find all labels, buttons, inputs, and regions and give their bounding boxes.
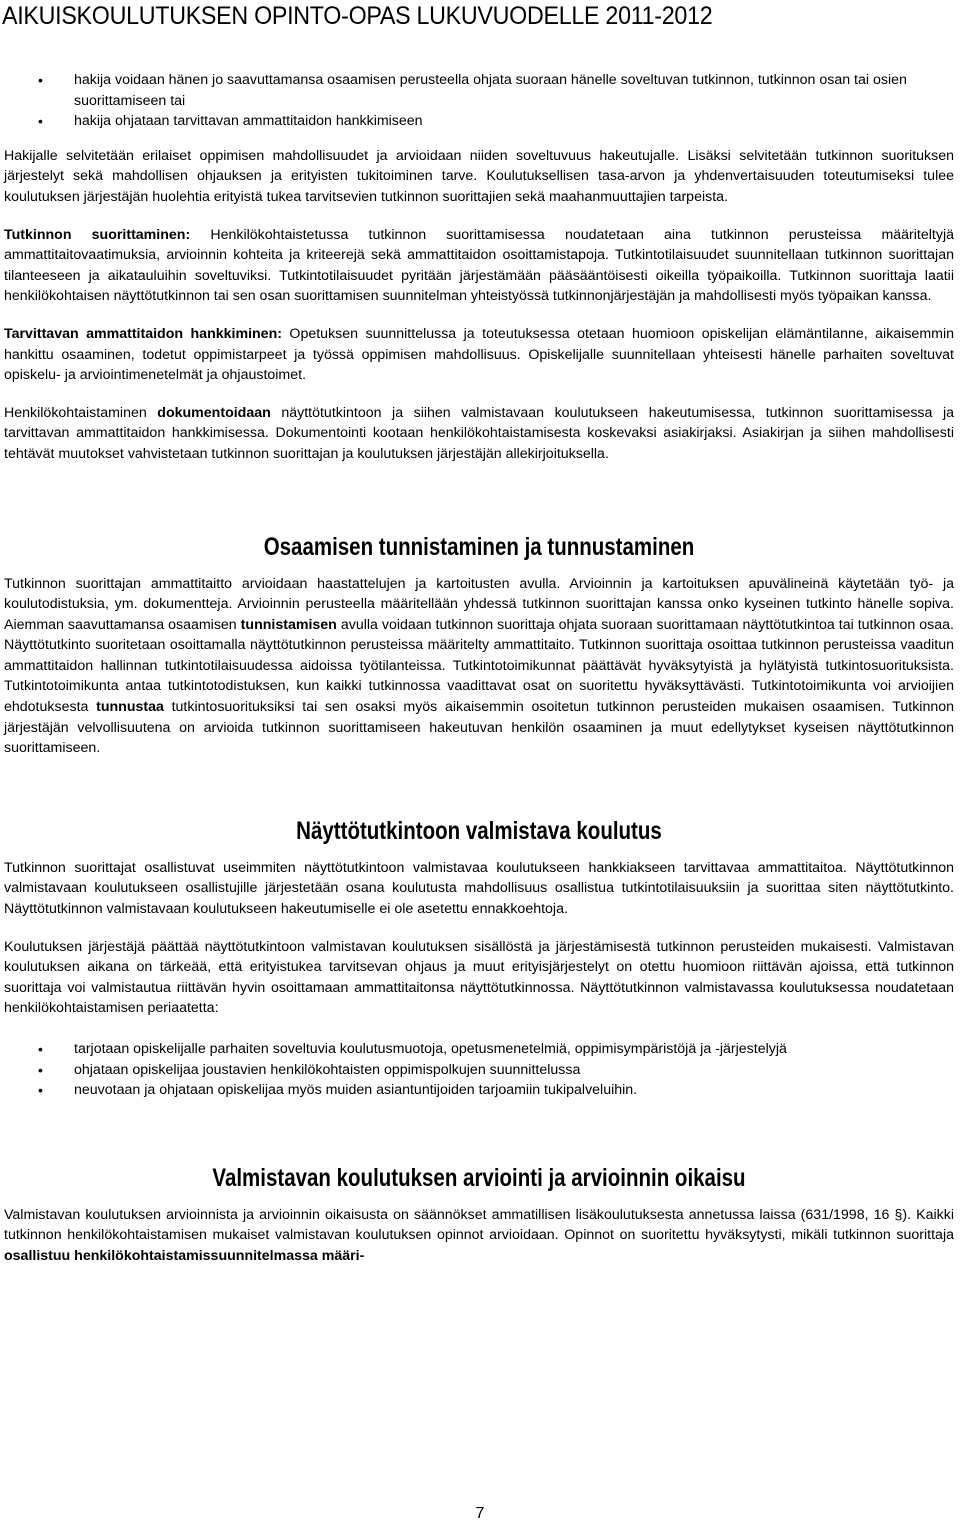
paragraph-valmistava-koulutus-2: Koulutuksen järjestäjä päättää näyttötutkintoon valmistavan koulutuksen sisällöstä ja järjestämisestä tutkinnon perusteiden mukaisesti. Valmistavan koulutuksen aikana on tärkeää, että erityistukea tarvitsevan ohjaus ja muut erityisjärjestelyt on otettu huomioon riittävän ajoissa, että tutkinnon suorittaja voi valmistautua riittävän hyvin osoittamaan ammattitaitonsa näyttötutkinnossa. Näyttötutkinnon valmistavassa koulutuksessa noudatetaan henkilökohtaistamisen periaatetta:: [4, 938, 954, 1017]
bullet-list-hakija: [4, 70, 954, 132]
paragraph-hakijalle: Hakijalle selvitetään erilaiset oppimisen mahdollisuudet ja arvioidaan niiden soveltuvuus hakeutujalle. Lisäksi selvitetään tutkinnon suorituksen järjestelyt sekä mahdollisen ohjauksen ja erityisten tukitoiminen tarve. Koulutuksellisen tasa-arvon ja yhdenvertaisuuden toteutumiseksi tulee koulutuksen järjestäjän huolehtia erityistä tukea tarvitsevien tutkinnon suorittajien sekä maahanmuuttajien tarpeista.: [4, 147, 954, 205]
paragraph-lead: Tutkinnon suorittaminen:: [4, 226, 191, 243]
page-number: 7: [475, 1505, 485, 1522]
paragraph-ammattitaidon-hankkiminen: Tarvittavan ammattitaidon hankkiminen: Opetuksen suunnittelussa ja toteutuksessa otetaan huomioon opiskelijan elämäntilanne, aikaisemmin hankittu osaaminen, todetut oppimistarpeet ja työssä oppimisen mahdollisuus. Opiskelijalle suunnitellaan yhteisesti hänelle parhaiten soveltuvat opiskelu- ja arviointimenetelmät ja ohjaustoimet.: [4, 325, 954, 384]
list-item: • hakija ohjataan tarvittavan ammattitaidon hankkimiseen: [4, 111, 954, 132]
section-title-osaamisen-tunnistaminen: Osaamisen tunnistaminen ja tunnustaminen: [263, 532, 695, 561]
paragraph-lead: Tarvittavan ammattitaidon hankkiminen:: [4, 325, 282, 342]
list-item: • tarjotaan opiskelijalle parhaiten soveltuvia koulutusmuotoja, opetusmenetelmiä, oppimisympäristöjä ja -järjestelyjä: [4, 1039, 954, 1060]
paragraph-tutkinnon-suorittaminen: Tutkinnon suorittaminen: Henkilökohtaistetussa tutkinnon suorittamisessa noudatetaan aina tutkinnon perusteissa määriteltyjä ammattitaitovaatimuksia, arvioinnin kohteita ja kriteerejä sekä ammattitaidon osoittamistapoja. Tutkintotilaisuudet suunnitellaan tutkinnon suorittajan tilanteeseen ja aikatauluihin soveltuviksi. Tutkintotilaisuudet pyritään järjestämään pääsääntöisesti oikeilla työpaikoilla. Tutkinnon suorittaja laatii henkilökohtaisen näyttötutkinnon tai sen osan suorittamisen suunnitelman yhteistyössä tutkinnonjärjestäjän ja mahdollisesti myös työpaikan kanssa.: [4, 226, 954, 305]
bullet-icon: •: [38, 1082, 43, 1099]
section-title-valmistava-koulutus: Näyttötutkintoon valmistava koulutus: [296, 816, 662, 845]
bullet-icon: •: [38, 1061, 43, 1078]
section-title-arviointi: Valmistavan koulutuksen arviointi ja arvioinnin oikaisu: [212, 1163, 746, 1192]
document-body: [4, 70, 954, 1284]
paragraph-arviointi: Valmistavan koulutuksen arvioinnista ja arvioinnin oikaisusta on säännökset ammatillisen lisäkoulutuksesta annetussa laissa (631/1998, 16 §). Kaikki tutkinnon henkilökohtaistamisen mukaiset valmistavan koulutuksen opinnot arvioidaan. Opinnot on suoritettu hyväksytysti, mikäli tutkinnon suorittaja osallistuu henkilökohtaistamissuunnitelmassa määri-: [4, 1206, 954, 1264]
bullet-icon: •: [38, 72, 43, 88]
list-item: • ohjataan opiskelijaa joustavien henkilökohtaisten oppimispolkujen suunnittelussa: [4, 1060, 954, 1081]
bullet-list-periaatteet: [4, 1039, 954, 1101]
paragraph-osaamisen-tunnistaminen: Tutkinnon suorittajan ammattitaitto arvioidaan haastattelujen ja kartoitusten avulla. Arvioinnin ja kartoituksen apuvälineinä käytetään työ- ja koulutodistuksia, ym. dokumentteja. Arvioinnin perusteella määritellään yhdessä tutkinnon suorittajan kanssa onko kyseinen tutkinto hänelle sopiva. Aiemman saavuttamansa osaamisen tunnistamisen avulla voidaan tutkinnon suorittaja ohjata suoraan suorittamaan näyttötutkintoa tai tutkinnon osaa. Näyttötutkinto suoritetaan osoittamalla näyttötutkinnon perusteissa määritelty ammattitaito. Tutkinnon suorittaja osoittaa tutkinnon perusteissa vaaditun ammattitaidon hallinnan tutkintotilaisuudessa aidoissa työtilanteissa. Tutkintotoimikunnat päättävät hyväksytyistä ja hylätyistä tutkintosuorituksista. Tutkintotoimikunta antaa tutkintotodistuksen, kun kaikki tutkinnossa vaadittavat osat on suoritettu hyväksyttävästi. Tutkintotoimikunta voi arvioijien ehdotuksesta tunnustaa tutkintosuorituksiksi tai sen osaksi myös aikaisemmin osoitetun tutkinnon perusteiden mukaisen osaamisen. Tutkinnon järjestäjän velvollisuutena on arvioida tutkinnon suorittamiseen hakeutuvan henkilön osaaminen ja muut edellytykset kyseisen näyttötutkinnon suorittamiseen.: [4, 575, 955, 757]
bullet-icon: •: [38, 113, 43, 130]
paragraph-valmistava-koulutus-1: Tutkinnon suorittajat osallistuvat useimmiten näyttötutkintoon valmistavaa koulutukseen hankkiakseen tarvittavaa ammattitaitoa. Näyttötutkinnon valmistavaan koulutukseen osallistujille järjestetään osana koulutusta mahdollisuus osallistua tutkintotilaisuuksiin ja suorittaa siten näyttötutkinto. Näyttötutkinnon valmistavaan koulutukseen hakeutumiselle ei ole asetettu ennakkoehtoja.: [4, 859, 954, 918]
page-header: AIKUISKOULUTUKSEN OPINTO-OPAS LUKUVUODELLE 2011-2012: [2, 2, 713, 30]
list-item: • hakija voidaan hänen jo saavuttamansa osaamisen perusteella ohjata suoraan hänelle soveltuvan tutkinnon, tutkinnon osan tai osien suorittamiseen tai: [38, 72, 907, 109]
bullet-icon: •: [38, 1041, 43, 1057]
list-item: • neuvotaan ja ohjataan opiskelijaa myös muiden asiantuntijoiden tarjoamiin tukipalveluihin.: [4, 1080, 954, 1101]
paragraph-dokumentointi: Henkilökohtaistaminen dokumentoidaan näyttötutkintoon ja siihen valmistavaan koulutukseen hakeutumisessa, tutkinnon suorittamisessa ja tarvittavan ammattitaidon hankkimisessa. Dokumentointi kootaan henkilökohtaistamisesta koskevaksi asiakirjaksi. Asiakirjan ja siihen mahdollisesti tehtävät muutokset vahvistetaan tutkinnon suorittajan ja koulutuksen järjestäjän allekirjoituksella.: [4, 404, 954, 462]
